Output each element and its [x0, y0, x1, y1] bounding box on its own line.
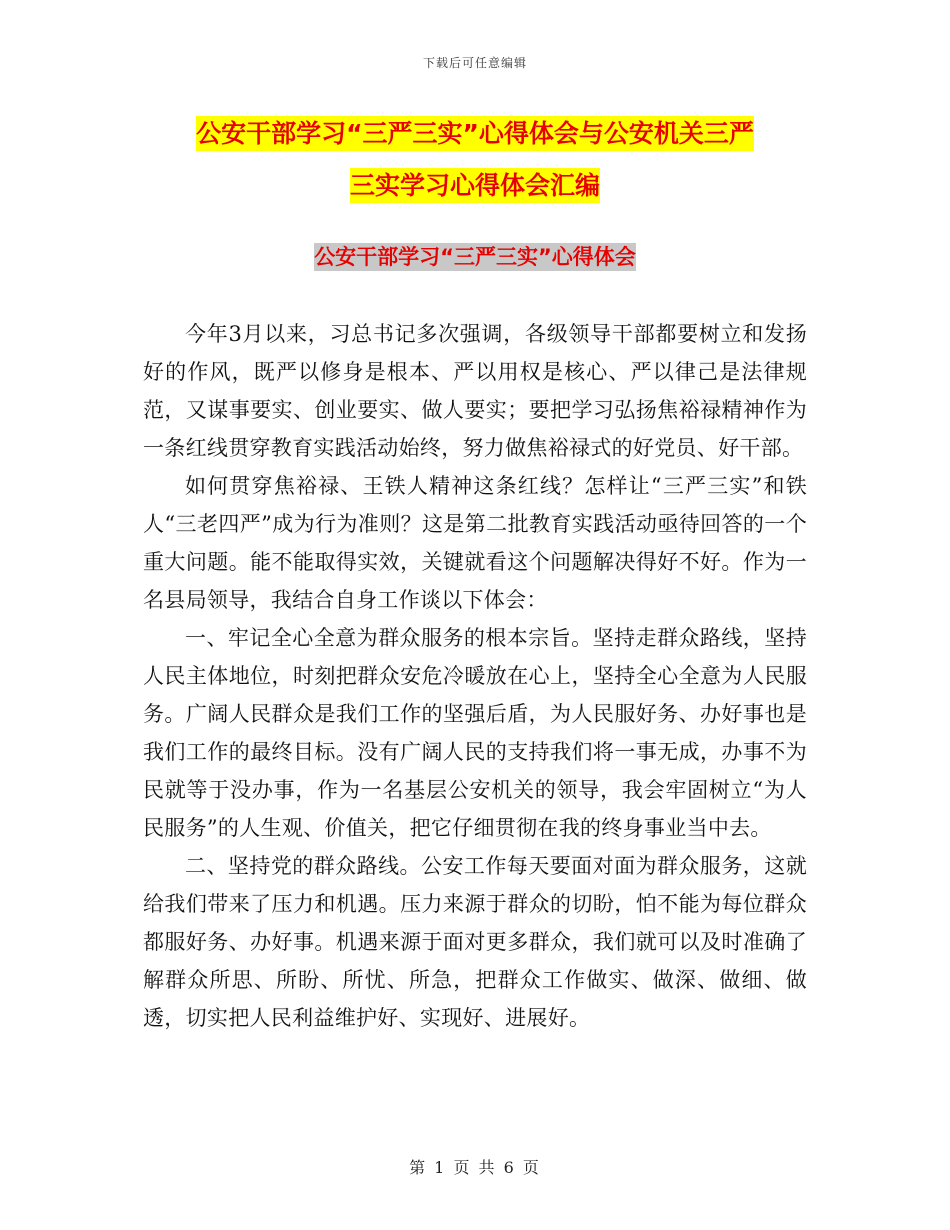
- paragraph: 二、坚持党的群众路线。公安工作每天要面对面为群众服务，这就给我们带来了压力和机遇。压力来源于群众的切盼，怕不能为每位群众都服好务、办好事。机遇来源于面对更多群众，我们就可以及时准确了解群众所思、所盼、所忧、所急，把群众工作做实、做深、做细、做透，切实把人民利益维护好、实现好、进展好。: [143, 854, 807, 1030]
- section-title-text: 公安干部学习“三严三实”心得体会: [314, 245, 636, 269]
- page-number-footer: 第 1 页 共 6 页: [409, 1158, 541, 1177]
- main-title-line-1: 公安干部学习“三严三实”心得体会与公安机关三严: [196, 116, 754, 151]
- paragraph: 一、牢记全心全意为群众服务的根本宗旨。坚持走群众路线，坚持人民主体地位，时刻把群众安危冷暖放在心上，坚持全心全意为人民服务。广阔人民群众是我们工作的坚强后盾，为人民服好务、办好事也是我们工作的最终目标。没有广阔人民的支持我们将一事无成，办事不为民就等于没办事，作为一名基层公安机关的领导，我会牢固树立“为人民服务”的人生观、价值关，把它仔细贯彻在我的终身事业当中去。: [143, 626, 807, 840]
- main-title: [140, 108, 810, 212]
- paragraph: 今年3月以来，习总书记多次强调，各级领导干部都要树立和发扬好的作风，既严以修身是根本、严以用权是核心、严以律己是法律规范，又谋事要实、创业要实、做人要实；要把学习弘扬焦裕禄精神作为一条红线贯穿教育实践活动始终，努力做焦裕禄式的好党员、好干部。: [143, 322, 807, 460]
- header-note: 下载后可任意编辑: [422, 56, 527, 70]
- section-title: [0, 242, 950, 272]
- main-title-line-2: 三实学习心得体会汇编: [350, 168, 600, 203]
- body-text: [143, 315, 807, 1037]
- paragraph: 如何贯穿焦裕禄、王铁人精神这条红线？怎样让“三严三实”和铁人“三老四严”成为行为准则？这是第二批教育实践活动亟待回答的一个重大问题。能不能取得实效，关键就看这个问题解决得好不好。作为一名县局领导，我结合自身工作谈以下体会：: [143, 474, 807, 612]
